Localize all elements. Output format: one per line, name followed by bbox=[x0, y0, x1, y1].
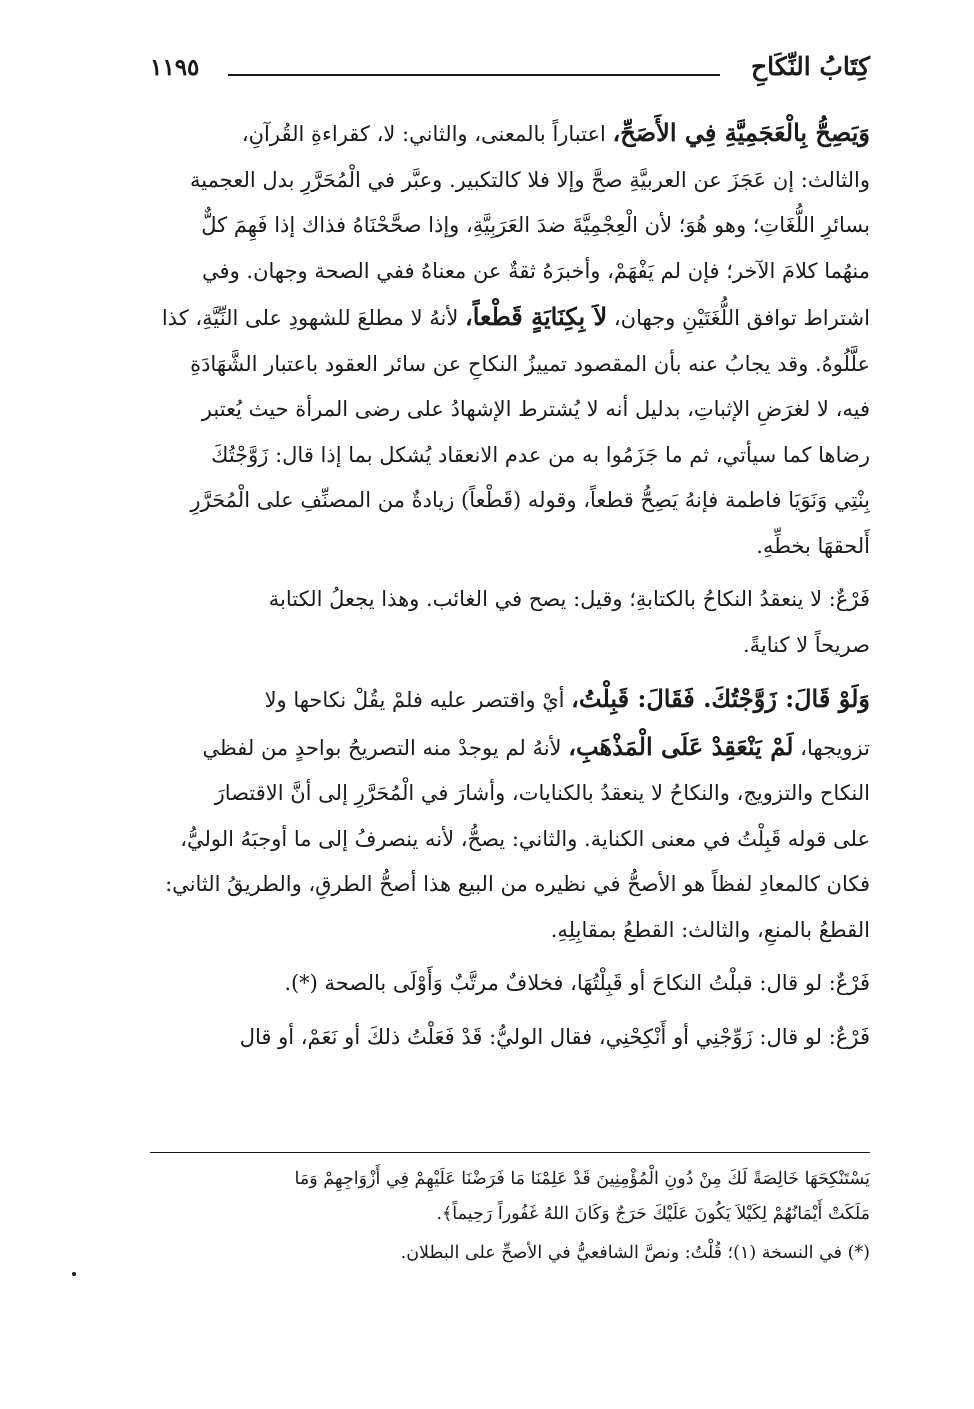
matn-text: وَلَوْ قَالَ: زَوَّجْتُكَ. فَقَالَ: قَبِلْتُ، bbox=[571, 684, 870, 713]
paragraph bbox=[150, 676, 870, 953]
footnote-rule bbox=[150, 1152, 870, 1153]
chapter-title: كِتَابُ النِّكَاحِ bbox=[751, 52, 870, 81]
commentary-text: القطعُ بالمنعِ، والثالث: القطعُ بمقابِلِهِ. bbox=[550, 917, 870, 942]
commentary-text: فيه، لا لغرَضِ الإثباتِ، بدليل أنه لا يُشترط الإشهادُ على رضى المرأة حيث يُعتبر bbox=[201, 397, 870, 421]
page-header bbox=[150, 52, 870, 92]
commentary-text: بِنْتِي وَنَوَيَا فاطمة فإنهُ يَصِحُّ قطعاً، وقوله (قَطْعاً) زيادةٌ من المصنِّفِ على الْمُحَرَّرِ bbox=[190, 488, 870, 512]
commentary-text: لأنهُ لا مطلعَ للشهودِ على النِّيَّةِ، كذا bbox=[161, 306, 465, 330]
text-line bbox=[150, 577, 870, 623]
footnote-note: (*) في النسخة (١)؛ قُلْتُ: ونصَّ الشافعيُّ في الأصحِّ على البطلان. bbox=[400, 1243, 870, 1263]
text-line bbox=[150, 203, 870, 249]
commentary-text: صريحاً لا كنايةً. bbox=[742, 632, 870, 657]
commentary-text: تزويجها، bbox=[793, 735, 870, 760]
footnote-verse-line: مَلَكَتْ أَيْمَانُهُمْ لِكَيْلاَ يَكُونَ عَلَيْكَ حَرَجٌ وَكَانَ اللهُ غَفُوراً رَحِيماً﴾. bbox=[436, 1204, 870, 1224]
matn-text: وَيَصِحُّ بِالْعَجَمِيَّةِ فِي الأَصَحِّ، bbox=[612, 118, 870, 147]
commentary-text: فَرْعٌ: لا ينعقدُ النكاحُ بالكتابةِ؛ وقيل: يصح في الغائب. وهذا يجعلُ الكتابة bbox=[268, 587, 870, 611]
commentary-text: بسائرِ اللُّغَاتِ؛ وهو هُوَ؛ لأن الْعِجْمِيَّةَ ضدَ العَرَبِيَّةِ، وإذا صحَّحْنَاهُ فذاك إذا فَهِمَ كلٌّ bbox=[201, 213, 870, 237]
text-line bbox=[150, 294, 870, 342]
matn-text: لاَ بِكِنَايَةٍ قَطْعاً، bbox=[464, 302, 608, 331]
commentary-text: علَّلُوهُ. وقد يجابُ عنه بأن المقصود تمييزُ النكاحِ عن سائر العقود باعتبار الشَّهَادَةِ bbox=[190, 351, 870, 376]
commentary-text: والثالث: إن عَجَزَ عن العربيَّةِ صحَّ وإلا فلا كالتكبير. وعبَّر في الْمُحَرَّرِ بدل العجمية bbox=[190, 167, 870, 192]
commentary-text: فكان كالمعادِ لفظاً هو الأصحُّ في نظيره من البيع هذا أصحُّ الطرقِ، والطريقُ الثاني: bbox=[165, 872, 870, 896]
commentary-text: على قوله قَبِلْتُ في معنى الكناية. والثاني: يصحُّ، لأنه ينصرفُ إلى ما أوجبَهُ الوليُّ، bbox=[180, 826, 870, 851]
text-line bbox=[150, 1015, 870, 1061]
paragraph bbox=[150, 961, 870, 1007]
commentary-text: اشتراط توافق اللُّغَتَيْنِ وجهان، bbox=[607, 306, 870, 330]
text-line bbox=[150, 158, 870, 204]
text-line bbox=[150, 724, 870, 772]
paragraph bbox=[150, 577, 870, 668]
commentary-text: أَلحقهَا بخطِّهِ. bbox=[756, 533, 870, 558]
footnote-verse-line: يَسْتَنْكِحَهَا خَالِصَةً لَكَ مِنْ دُونِ الْمُؤْمِنِينَ قَدْ عَلِمْنَا مَا فَرَضْنَا عَلَيْهِمْ فِي أَزْوَاجِهِمْ وَمَا bbox=[294, 1169, 870, 1189]
text-line bbox=[150, 771, 870, 817]
paragraph bbox=[150, 1015, 870, 1061]
commentary-text: النكاح والتزويج، والنكاحُ لا ينعقدُ بالكنايات، وأشارَ في الْمُحَرَّرِ إلى أنَّ الاقتصارَ bbox=[214, 781, 870, 805]
text-line bbox=[150, 387, 870, 433]
footnotes bbox=[150, 1162, 870, 1271]
text-line bbox=[150, 110, 870, 158]
text-line bbox=[150, 433, 870, 479]
commentary-text: منهُما كلامَ الآخر؛ فإن لم يَفْهَمْ، وأخبرَهُ ثقةٌ عن معناهُ ففي الصحة وجهان. وفي bbox=[202, 258, 870, 283]
main-text bbox=[150, 110, 870, 1068]
commentary-text: فَرْعٌ: لو قال: قبلْتُ النكاحَ أو قَبِلْتُهَا، فخلافٌ مرتَّبٌ وَأَوْلَى بالصحة (*). bbox=[284, 971, 870, 995]
text-line bbox=[150, 623, 870, 669]
text-line bbox=[150, 676, 870, 724]
commentary-text: لأنهُ لم يوجدْ منه التصريحُ بواحدٍ من لفظي bbox=[202, 735, 569, 760]
text-line bbox=[150, 524, 870, 570]
header-rule bbox=[228, 74, 720, 76]
paragraph bbox=[150, 110, 870, 569]
matn-text: لَمْ يَنْعَقِدْ عَلَى الْمَذْهَبِ، bbox=[568, 731, 794, 761]
commentary-text: أيْ واقتصر عليه فلمْ يقُلْ نكاحها ولا bbox=[264, 688, 572, 712]
commentary-text: رضاها كما سيأتي، ثم ما جَزَمُوا به من عدم الانعقاد يُشكل بما إذا قال: زَوَّجْتُكَ bbox=[211, 442, 870, 467]
commentary-text: فَرْعٌ: لو قال: زَوِّجْنِي أو أَنْكِحْنِي، فقال الوليُّ: قَدْ فَعَلْتُ ذلكَ أو نَعَمْ، أو قال bbox=[239, 1024, 870, 1049]
text-line bbox=[150, 961, 870, 1007]
commentary-text: اعتباراً بالمعنى، والثاني: لا، كقراءةِ القُرآنِ، bbox=[241, 122, 613, 146]
page-number: ١١٩٥ bbox=[150, 54, 200, 81]
text-line bbox=[150, 908, 870, 954]
text-line bbox=[150, 862, 870, 908]
margin-dot bbox=[72, 1272, 76, 1276]
text-line bbox=[150, 249, 870, 295]
text-line bbox=[150, 342, 870, 388]
text-line bbox=[150, 478, 870, 524]
text-line bbox=[150, 817, 870, 863]
footnote-verse bbox=[150, 1162, 870, 1232]
